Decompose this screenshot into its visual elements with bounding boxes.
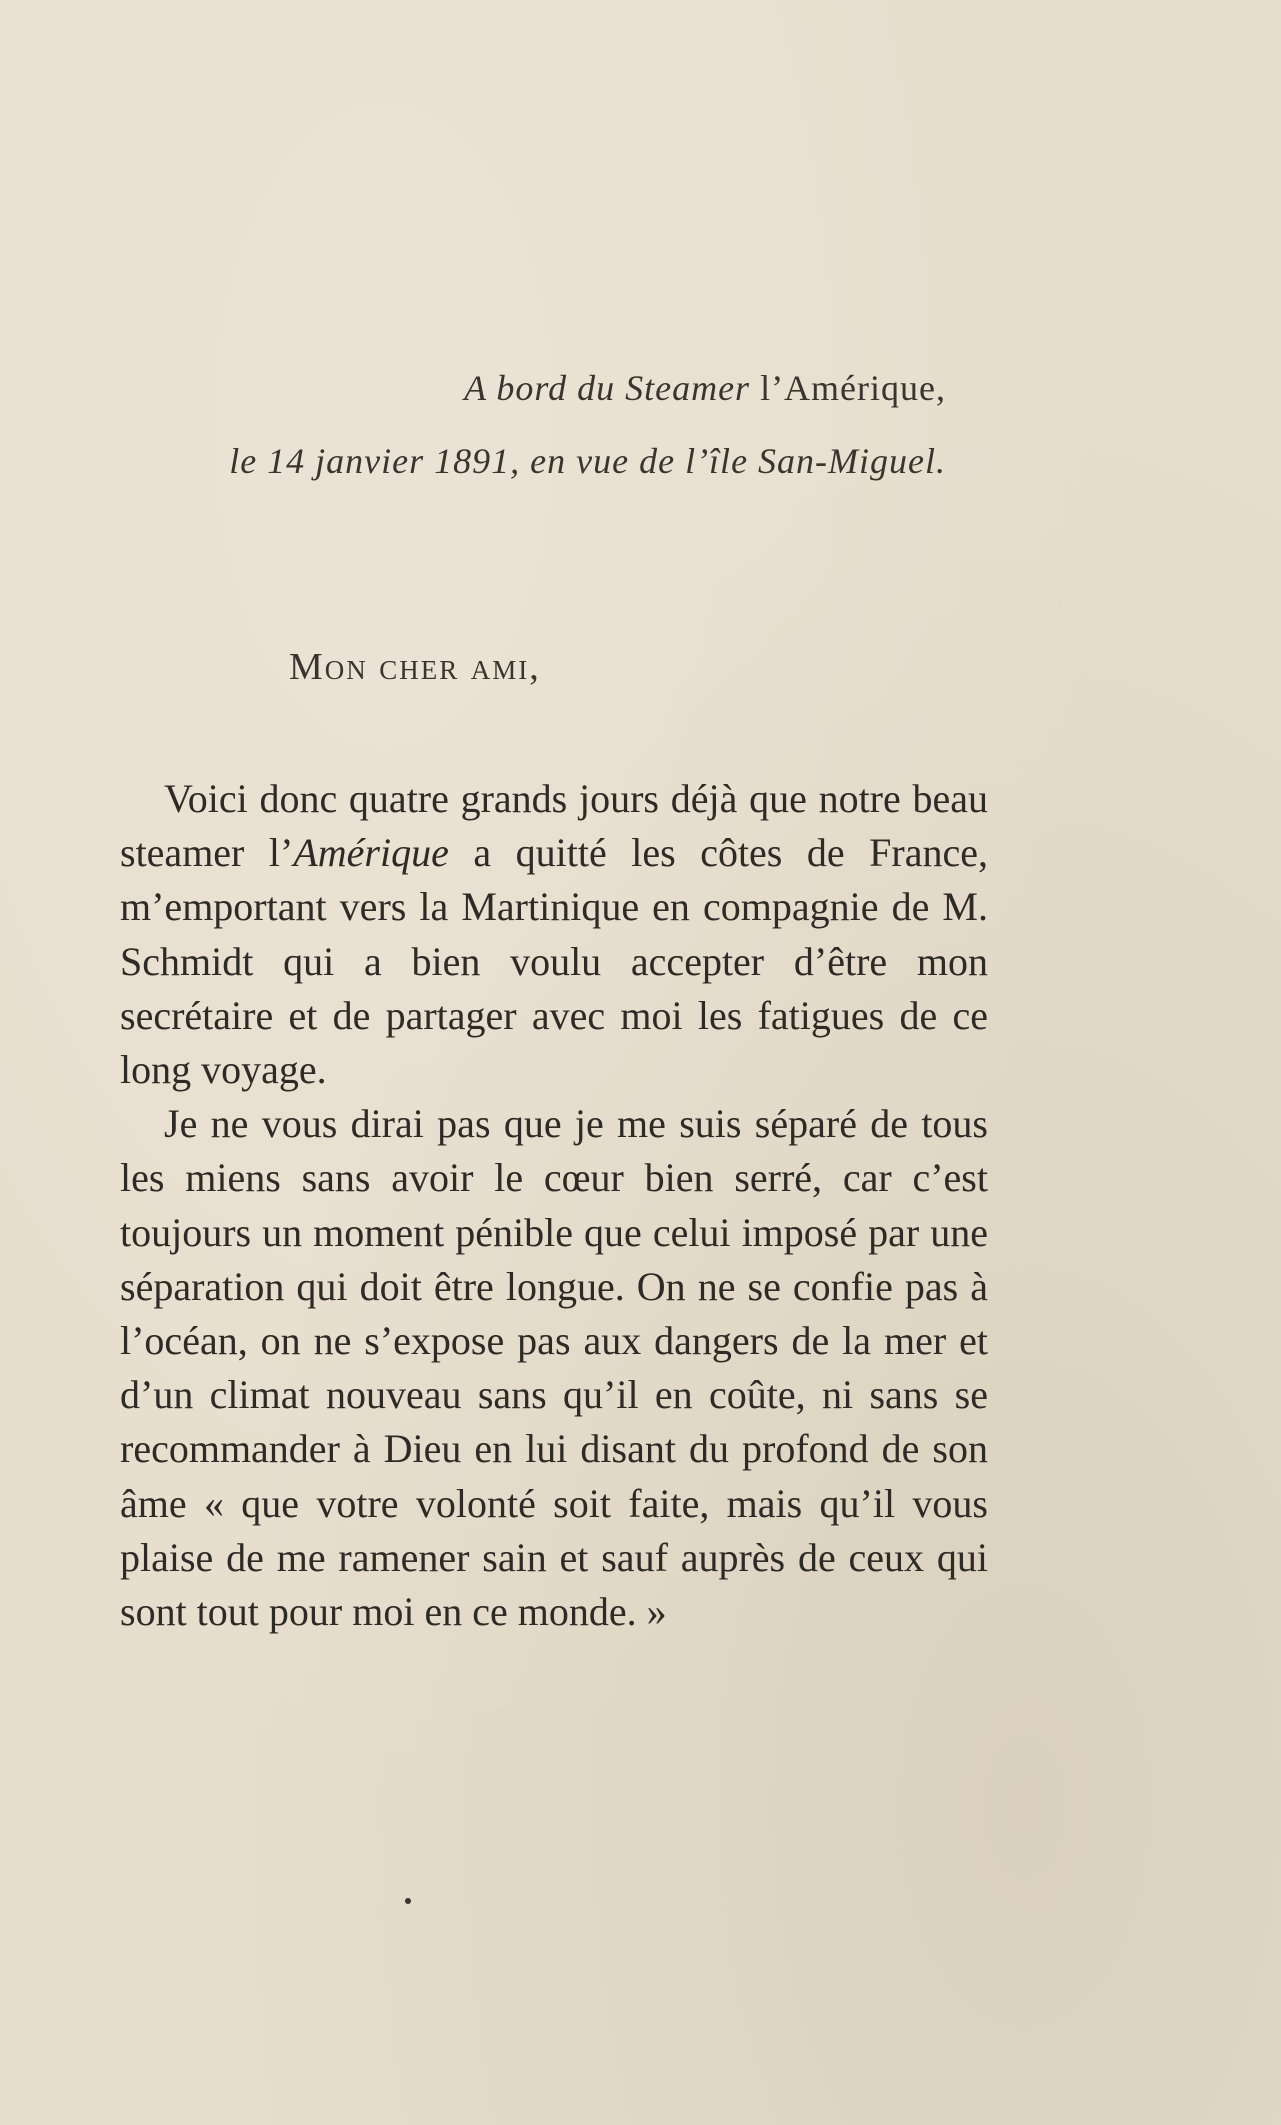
dateline-ship-name: l’Amérique, bbox=[750, 368, 946, 408]
paragraph-1 bbox=[120, 772, 988, 1097]
ship-name-emphasis: Amérique bbox=[293, 830, 449, 876]
dateline bbox=[46, 365, 946, 484]
dateline-line-1 bbox=[46, 365, 946, 411]
paragraph-2: Je ne vous dirai pas que je me suis séparé de tous les miens sans avoir le cœur bien serré, car c’est toujours un moment pénible que celui imposé par une séparation qui doit être longue. On ne se confie pas à l’océan, on ne s’expose pas aux dangers de la mer et d’un climat nouveau sans qu’il en coûte, ni sans se recommander à Dieu en lui disant du profond de son âme « que votre volonté soit faite, mais qu’il vous plaise de me ramener sain et sauf auprès de ceux qui sont tout pour moi en ce monde. » bbox=[120, 1101, 988, 1635]
salutation: Mon cher ami, bbox=[289, 646, 541, 688]
paragraph-1-start: Voici donc quatre grands jours déjà que notre beau steamer l’ bbox=[120, 776, 988, 876]
letter-body bbox=[120, 772, 988, 1639]
page-speck bbox=[405, 1898, 411, 1904]
paragraph-1-end: a quitté les côtes de France, m’emportant vers la Martinique en compagnie de M. Schmidt qui a bien voulu accepter d’être mon secrétaire et de partager avec moi les fatigues de ce long voyage. bbox=[120, 830, 988, 1093]
dateline-line-2: le 14 janvier 1891, en vue de l’île San-Miguel. bbox=[229, 441, 946, 481]
dateline-italic: A bord du Steamer bbox=[464, 368, 751, 408]
